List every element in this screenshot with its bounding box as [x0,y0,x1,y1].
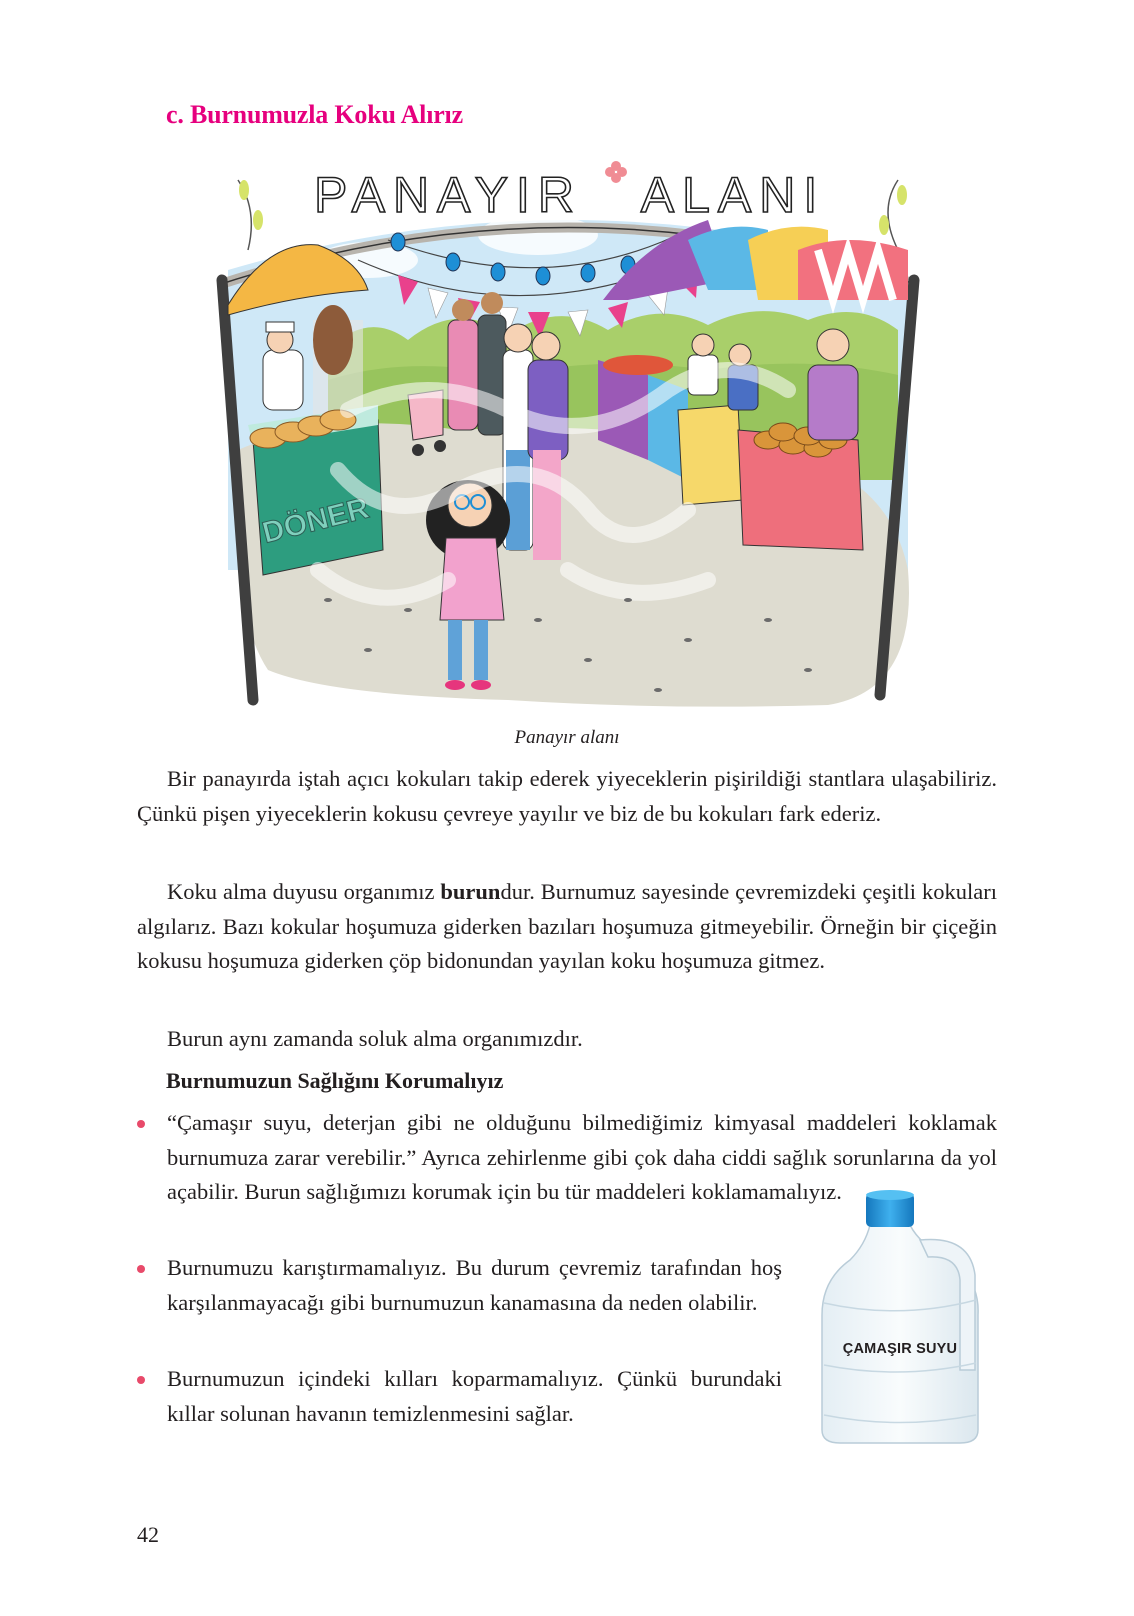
bleach-bottle-image [810,1185,990,1445]
bullet-dot-icon [137,1376,145,1384]
paragraph-breathing-organ: Burun aynı zamanda soluk alma organımızdır. [167,1026,583,1051]
paragraph-fair-smells: Bir panayırda iştah açıcı kokuları takip ederek yiyeceklerin pişirildiği stantlara ulaşabiliriz. Çünkü pişen yiyeceklerin kokusu çevreye yayılır ve biz de bu kokuları fark ederiz. [137,766,997,826]
svg-text:DÖNER: DÖNER [259,491,373,550]
fairground-illustration [208,150,928,710]
paragraph-nose-organ [137,875,997,979]
page-number: 42 [137,1522,159,1547]
bullet-dot-icon [137,1265,145,1273]
bullet-dot-icon [137,1120,145,1128]
paragraph-text: dur. Burnumuz sayesinde çevremizdeki çeşitli kokuları algılarız. Bazı kokular hoşumuza giderken bazıları hoşumuza gitmeyebilir. Örneğin bir çiçeğin kokusu hoşumuza giderken çöp bidonundan yayılan koku hoşumuza gitmez. [137,879,998,973]
bullet-text: “Çamaşır suyu, deterjan gibi ne olduğunu bilmediğimiz kimyasal maddeleri koklamak burnumuza zarar verebilir.” Ayrıca zehirlenme gibi çok daha ciddi sağlık sorunlarına da yol açabilir. Burun sağlığımızı korumak için bu tür maddeleri koklamamalıyız. [167,1110,997,1204]
svg-text:ALANI: ALANI [640,167,826,223]
illustration-caption: Panayır alanı [514,727,620,748]
bold-term-burun: burun [440,879,501,904]
bullet-text: Burnumuzun içindeki kılları koparmamalıyız. Çünkü burundaki kıllar solunan havanın temizlenmesini sağlar. [167,1366,782,1426]
svg-text:PANAYIR: PANAYIR [313,167,583,223]
bullet-text: Burnumuzu karıştırmamalıyız. Bu durum çevremiz tarafından hoş karşılanmayacağı gibi burnumuzun kanamasına da neden olabilir. [167,1255,782,1315]
section-heading: c. Burnumuzla Koku Alırız [166,100,463,129]
paragraph-text: Koku alma duyusu organımız [167,879,441,904]
bottle-label: ÇAMAŞIR SUYU [842,1341,958,1357]
subheading-nose-health: Burnumuzun Sağlığını Korumalıyız [166,1068,504,1093]
